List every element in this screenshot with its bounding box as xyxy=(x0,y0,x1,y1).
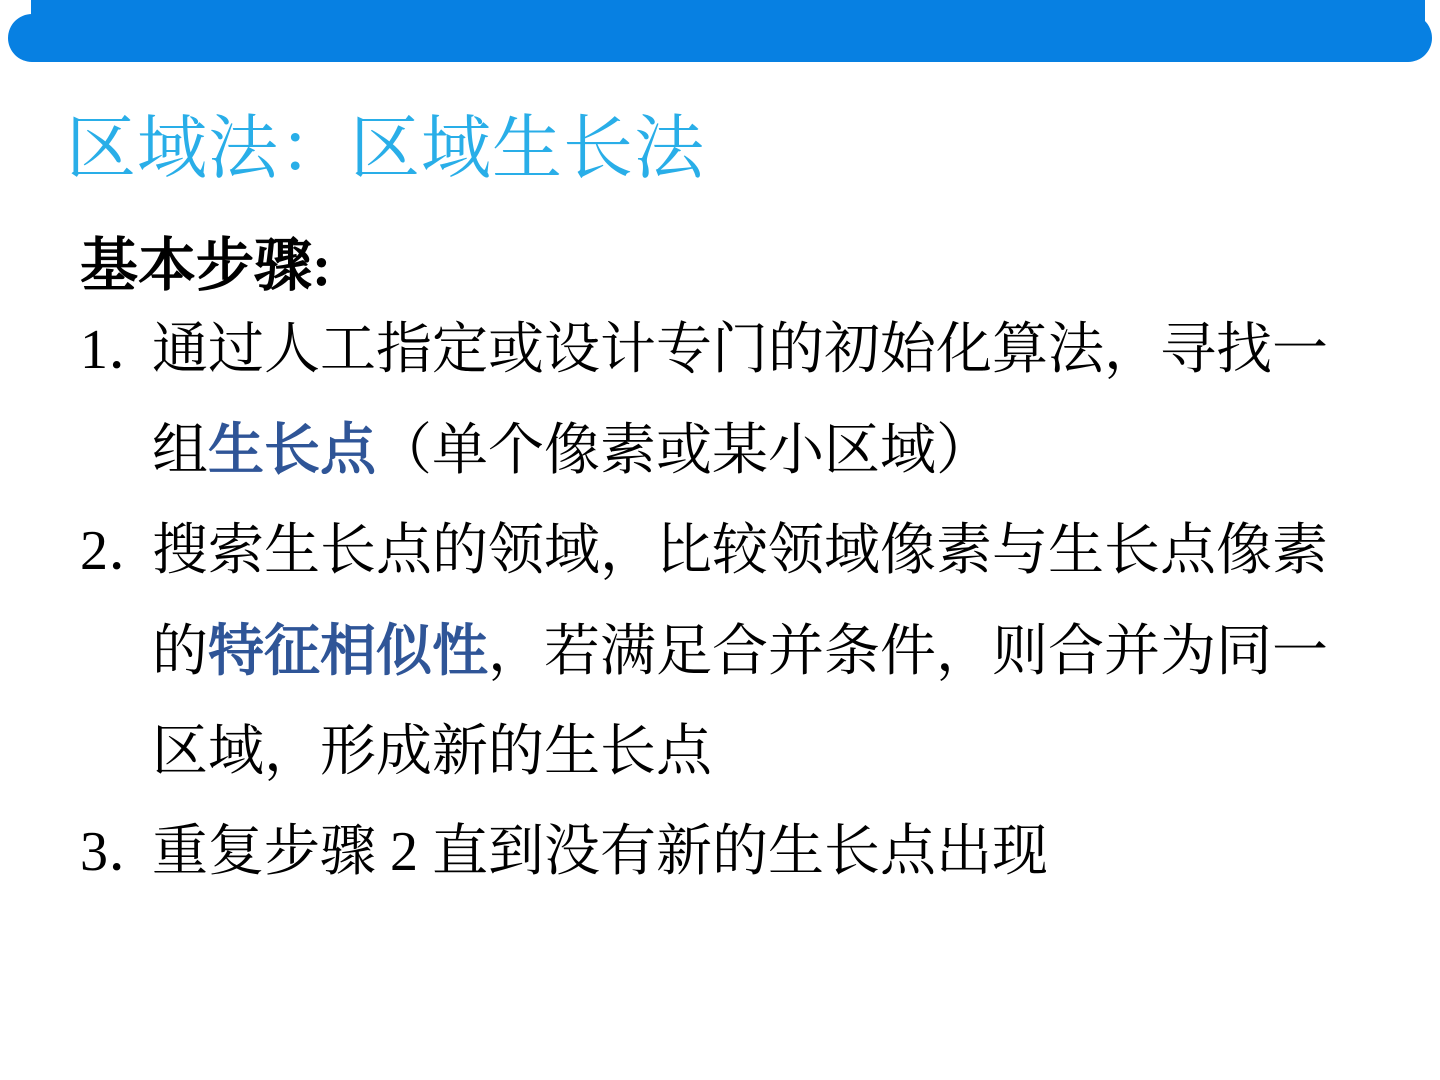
steps-heading: 基本步骤: xyxy=(80,233,332,298)
step-text: 的 xyxy=(152,621,208,683)
step-text: 重复步骤 2 直到没有新的生长点出现 xyxy=(152,821,1048,883)
step-lines xyxy=(152,802,1370,902)
step-lines xyxy=(152,501,1370,802)
step-line xyxy=(152,501,1370,601)
slide-title: 区域法：区域生长法 xyxy=(66,109,705,187)
step-lines xyxy=(152,300,1370,501)
step-line xyxy=(152,702,1370,802)
step-line xyxy=(152,802,1370,902)
step-text: 搜索生长点的领域，比较领域像素与生长点像素 xyxy=(152,520,1328,582)
highlight-term: 生长点 xyxy=(208,418,376,481)
step-number: 3． xyxy=(80,821,164,883)
step-item xyxy=(80,300,1370,501)
steps-list xyxy=(80,300,1370,902)
highlight-term: 特征相似性 xyxy=(208,619,488,682)
top-bar-pill xyxy=(8,14,1432,62)
step-line xyxy=(152,300,1370,400)
step-item xyxy=(80,501,1370,802)
step-line xyxy=(152,400,1370,501)
step-number: 2． xyxy=(80,520,164,582)
step-text: 区域，形成新的生长点 xyxy=(152,721,712,783)
step-line xyxy=(152,601,1370,702)
step-number: 1． xyxy=(80,319,164,381)
step-text: 通过人工指定或设计专门的初始化算法，寻找一 xyxy=(152,319,1328,381)
step-text: （单个像素或某小区域） xyxy=(376,420,992,482)
step-item xyxy=(80,802,1370,902)
step-text: 组 xyxy=(152,420,208,482)
step-text: ，若满足合并条件，则合并为同一 xyxy=(488,621,1328,683)
